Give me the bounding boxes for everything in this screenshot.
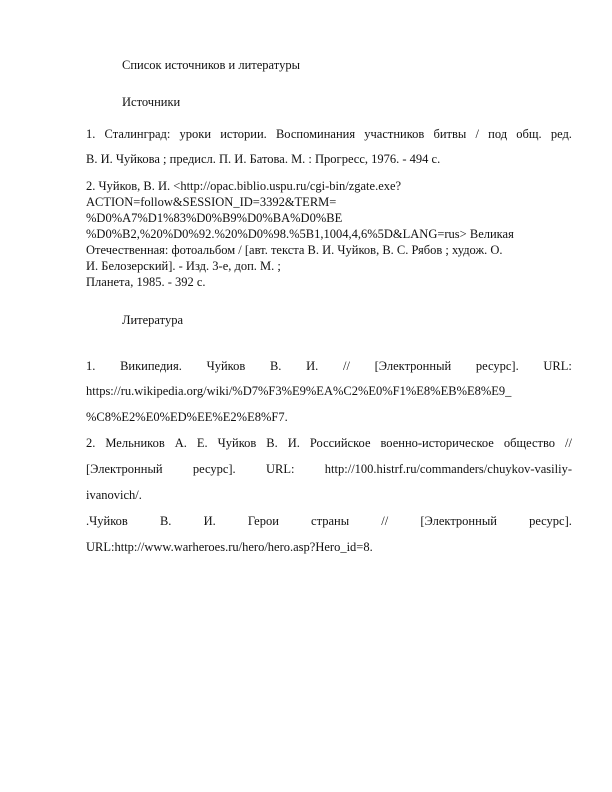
source-1-line-2: В. И. Чуйкова ; предисл. П. И. Батова. М. : Прогресс, 1976. - 494 с. [86, 152, 441, 166]
lit-2-line-3: ivanovich/. [86, 488, 142, 502]
word: И. [306, 359, 319, 373]
lit-1-line-2: https://ru.wikipedia.org/wiki/%D7%F3%E9%EA%C2%E0%F1%E8%EB%E8%E9_ [86, 384, 512, 398]
literature-heading: Литература [122, 313, 183, 327]
word: битвы [433, 127, 467, 141]
word: // [342, 359, 350, 373]
source-1-line-1 [86, 127, 572, 142]
word: // [565, 436, 572, 450]
word: Чуйков [206, 359, 246, 373]
word: 1. [86, 127, 96, 141]
word: URL: [543, 359, 572, 373]
lit-1-line-3: %C8%E2%E0%ED%EE%E2%E8%F7. [86, 410, 288, 424]
lit-3-line-1 [86, 514, 572, 529]
word: А. [174, 436, 187, 450]
word: участников [364, 127, 425, 141]
word: [Электронный [374, 359, 452, 373]
word: http://100.histrf.ru/commanders/chuykov-vasiliy- [324, 462, 572, 476]
source-2-line-3: %D0%A7%D1%83%D0%B9%D0%BA%D0%BE [86, 211, 343, 225]
source-2-line-5: Отечественная: фотоальбом / [авт. текста В. И. Чуйков, В. С. Рябов ; худож. О. [86, 243, 503, 257]
word: 1. [86, 359, 96, 373]
lit-2-line-1 [86, 436, 572, 451]
word: Википедия. [120, 359, 182, 373]
word: .Чуйков [86, 514, 128, 528]
document-title: Список источников и литературы [122, 58, 300, 72]
word: [Электронный [420, 514, 497, 528]
word: Е. [196, 436, 208, 450]
word: под [488, 127, 508, 141]
word: Воспоминания [275, 127, 356, 141]
lit-1-line-1 [86, 359, 572, 374]
word: [Электронный [86, 462, 163, 476]
lit-3-line-2: URL:http://www.warheroes.ru/hero/hero.asp?Hero_id=8. [86, 540, 373, 554]
word: В. [159, 514, 172, 528]
word: В. [269, 359, 282, 373]
word: 2. [86, 436, 96, 450]
source-2-line-6: И. Белозерский]. - Изд. 3-е, доп. М. ; [86, 259, 281, 273]
word: / [475, 127, 479, 141]
word: И. [287, 436, 300, 450]
lit-2-line-2 [86, 462, 572, 477]
word: // [381, 514, 389, 528]
word: ресурс]. [192, 462, 236, 476]
word: Герои [247, 514, 279, 528]
word: Мельников [105, 436, 165, 450]
word: ред. [550, 127, 572, 141]
word: уроки [179, 127, 212, 141]
source-2-line-1: 2. Чуйков, В. И. <http://opac.biblio.uspu.ru/cgi-bin/zgate.exe? [86, 179, 402, 193]
word: Российское [309, 436, 371, 450]
word: ресурс]. [475, 359, 519, 373]
source-2-line-4: %D0%B2,%20%D0%92.%20%D0%98.%5B1,1004,4,6%5D&LANG=rus> Великая [86, 227, 514, 241]
word: В. [266, 436, 278, 450]
word: общ. [516, 127, 542, 141]
word: страны [311, 514, 350, 528]
word: ресурс]. [529, 514, 572, 528]
sources-heading: Источники [122, 95, 181, 109]
word: Чуйков [217, 436, 257, 450]
word: Сталинград: [104, 127, 171, 141]
word: И. [203, 514, 216, 528]
source-2-line-7: Планета, 1985. - 392 с. [86, 275, 206, 289]
word: URL: [266, 462, 295, 476]
word: военно-историческое [380, 436, 494, 450]
word: истории. [220, 127, 267, 141]
source-2-line-2: ACTION=follow&SESSION_ID=3392&TERM= [86, 195, 337, 209]
word: общество [503, 436, 556, 450]
